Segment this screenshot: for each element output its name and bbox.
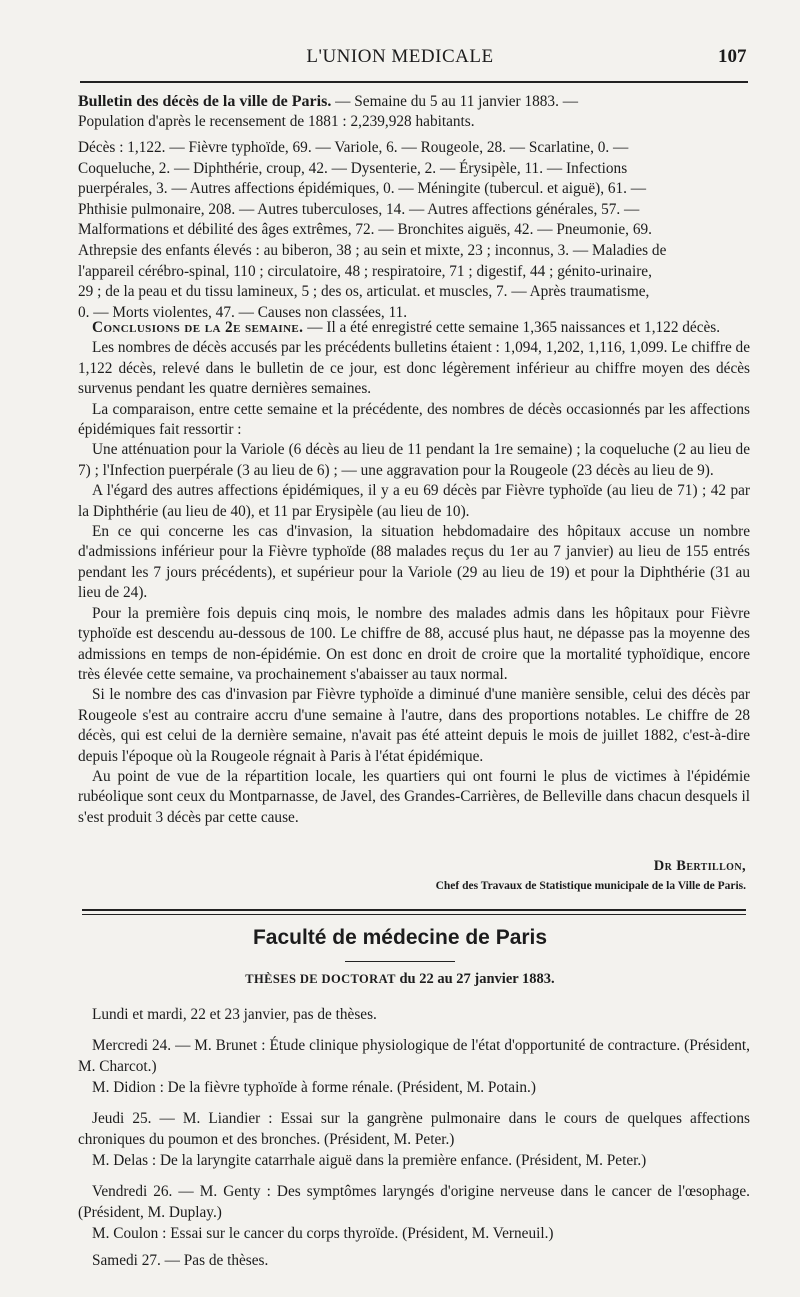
bulletin-intro-1: — Semaine du 5 au 11 janvier 1883. — (331, 93, 579, 110)
deaths-line: Décès : 1,122. — Fièvre typhoïde, 69. — Variole, 6. — Rougeole, 28. — Scarlatine, 0. — (78, 139, 629, 156)
thesis-entry: Mercredi 24. — M. Brunet : Étude clinique physiologique de l'état d'opportunité de contracture. (Président, M. Charcot.) (78, 1037, 750, 1075)
deaths-line: Athrepsie des enfants élevés : au biberon, 38 ; au sein et mixte, 23 ; inconnus, 3. — Maladies de (78, 241, 667, 259)
page-number: 107 (718, 46, 747, 67)
bulletin-intro-2: Population d'après le recensement de 1881 : 2,239,928 habitants. (78, 113, 475, 131)
conclusions-p9: Au point de vue de la répartition locale, les quartiers qui ont fourni le plus de victimes à l'épidémie rubéolique sont ceux du Montparnasse, de Javel, des Grandes-Carrières, de Belleville dans chacun desquels il s'est produit 3 décès par cette cause. (78, 767, 750, 826)
conclusions-p4: Une atténuation pour la Variole (6 décès au lieu de 11 pendant la 1re semaine) ; la coqueluche (2 au lieu de 7) ; l'Infection puerpérale (3 au lieu de 6) ; — une aggravation pour la Rougeole (23 décès au lieu de 9). (78, 441, 750, 479)
thesis-entry: M. Delas : De la laryngite catarrhale aiguë dans la première enfance. (Président, M. Peter.) (92, 1152, 647, 1169)
conclusions-section (78, 318, 750, 828)
deaths-line: Coqueluche, 2. — Diphthérie, croup, 42. — Dysenterie, 2. — Érysipèle, 11. — Infections (78, 159, 628, 177)
deaths-line: Malformations et débilité des âges extrêmes, 72. — Bronchites aiguës, 42. — Pneumonie, 69. (78, 221, 652, 239)
deaths-line: puerpérales, 3. — Autres affections épidémiques, 0. — Méningite (tubercul. et aiguë), 61. — (78, 180, 647, 198)
theses-heading (0, 971, 800, 988)
title-underline (345, 961, 455, 962)
journal-title: L'UNION MEDICALE (306, 46, 494, 67)
header-rule (80, 81, 748, 83)
theses-list (78, 1004, 750, 1271)
thesis-entry: Jeudi 25. — M. Liandier : Essai sur la gangrène pulmonaire dans le cours de quelques affections chroniques du poumon et des bronches. (Président, M. Peter.) (78, 1110, 750, 1148)
signature-title: Chef des Travaux de Statistique municipale de la Ville de Paris. (435, 880, 746, 892)
deaths-line: 29 ; de la peau et du tissu lamineux, 5 ; des os, articulat. et muscles, 7. — Après traumatisme, (78, 283, 650, 301)
conclusions-p2: Les nombres de décès accusés par les précédents bulletins étaient : 1,094, 1,202, 1,116, 1,099. Le chiffre de 1,122 décès, relevé dans le bulletin de ce jour, est donc légèrement inférieur au chiffre moyen des décès survenus pendant les quatre dernières semaines. (78, 339, 750, 398)
conclusions-p8: Si le nombre des cas d'invasion par Fièvre typhoïde a diminué d'une manière sensible, celui des décès par Rougeole s'est au contraire accru d'une semaine à l'autre, dans des proportions notables. Le chiffre de 28 décès, qui est celui de la dernière semaine, n'avait pas été atteint depuis le mois de juillet 1882, c'est-à-dire depuis l'époque où la Rougeole régnait à Paris à l'état épidémique. (78, 686, 750, 765)
thesis-entry: Lundi et mardi, 22 et 23 janvier, pas de thèses. (92, 1006, 377, 1023)
conclusions-p1: — Il a été enregistré cette semaine 1,365 naissances et 1,122 décès. (303, 319, 721, 336)
thesis-entry: M. Didion : De la fièvre typhoïde à forme rénale. (Président, M. Potain.) (92, 1079, 536, 1096)
conclusions-p3: La comparaison, entre cette semaine et la précédente, des nombres de décès occasionnés par les affections épidémiques fait ressortir : (78, 400, 750, 439)
theses-dates: du 22 au 27 janvier 1883. (395, 971, 555, 987)
bulletin-deaths (78, 138, 750, 323)
conclusions-p6: En ce qui concerne les cas d'invasion, la situation hebdomadaire des hôpitaux accuse un nombre d'admissions inférieur pour la Fièvre typhoïde (88 malades reçus du 1er au 7 janvier) au lieu de 155 entrés pendant les 7 jours précédents), et supérieur pour la Variole (29 au lieu de 19) et pour la Diphthérie (31 au lieu de 24). (78, 523, 750, 602)
theses-label: THÈSES DE DOCTORAT (245, 972, 396, 986)
signature: Dr Bertillon, (653, 858, 746, 874)
bulletin-section (78, 92, 750, 133)
conclusions-p5: A l'égard des autres affections épidémiques, il y a eu 69 décès par Fièvre typhoïde (au lieu de 71) ; 42 par la Diphthérie (au lieu de 40), et 11 par Erysipèle (au lieu de 10). (78, 482, 750, 520)
thesis-entry: Samedi 27. — Pas de thèses. (92, 1252, 269, 1269)
thesis-entry: M. Coulon : Essai sur le cancer du corps thyroïde. (Président, M. Verneuil.) (92, 1225, 554, 1242)
deaths-line: Phthisie pulmonaire, 208. — Autres tuberculoses, 14. — Autres affections générales, 57. — (78, 200, 640, 218)
bulletin-title: Bulletin des décès de la ville de Paris. (78, 93, 332, 110)
deaths-line: 0. — Morts violentes, 47. — Causes non classées, 11. (78, 303, 408, 321)
thesis-entry: Vendredi 26. — M. Genty : Des symptômes laryngés d'origine nerveuse dans le cancer de l'œsophage. (Président, M. Duplay.) (78, 1183, 750, 1221)
faculte-title: Faculté de médecine de Paris (252, 926, 548, 949)
deaths-line: l'appareil cérébro-spinal, 110 ; circulatoire, 48 ; respiratoire, 71 ; digestif, 44 ; génito-urinaire, (78, 262, 652, 280)
conclusions-heading: Conclusions de la 2e semaine. (92, 319, 304, 336)
conclusions-p7: Pour la première fois depuis cinq mois, le nombre des malades admis dans les hôpitaux pour Fièvre typhoïde est descendu au-dessous de 100. Le chiffre de 88, accusé plus haut, ne dépasse pas la moyenne des admissions en temps de non-épidémie. On est donc en droit de croire que la mortalité typhoïdique, encore très élevée cette semaine, va prochainement s'abaisser au taux normal. (78, 604, 750, 683)
section-divider (82, 909, 746, 915)
